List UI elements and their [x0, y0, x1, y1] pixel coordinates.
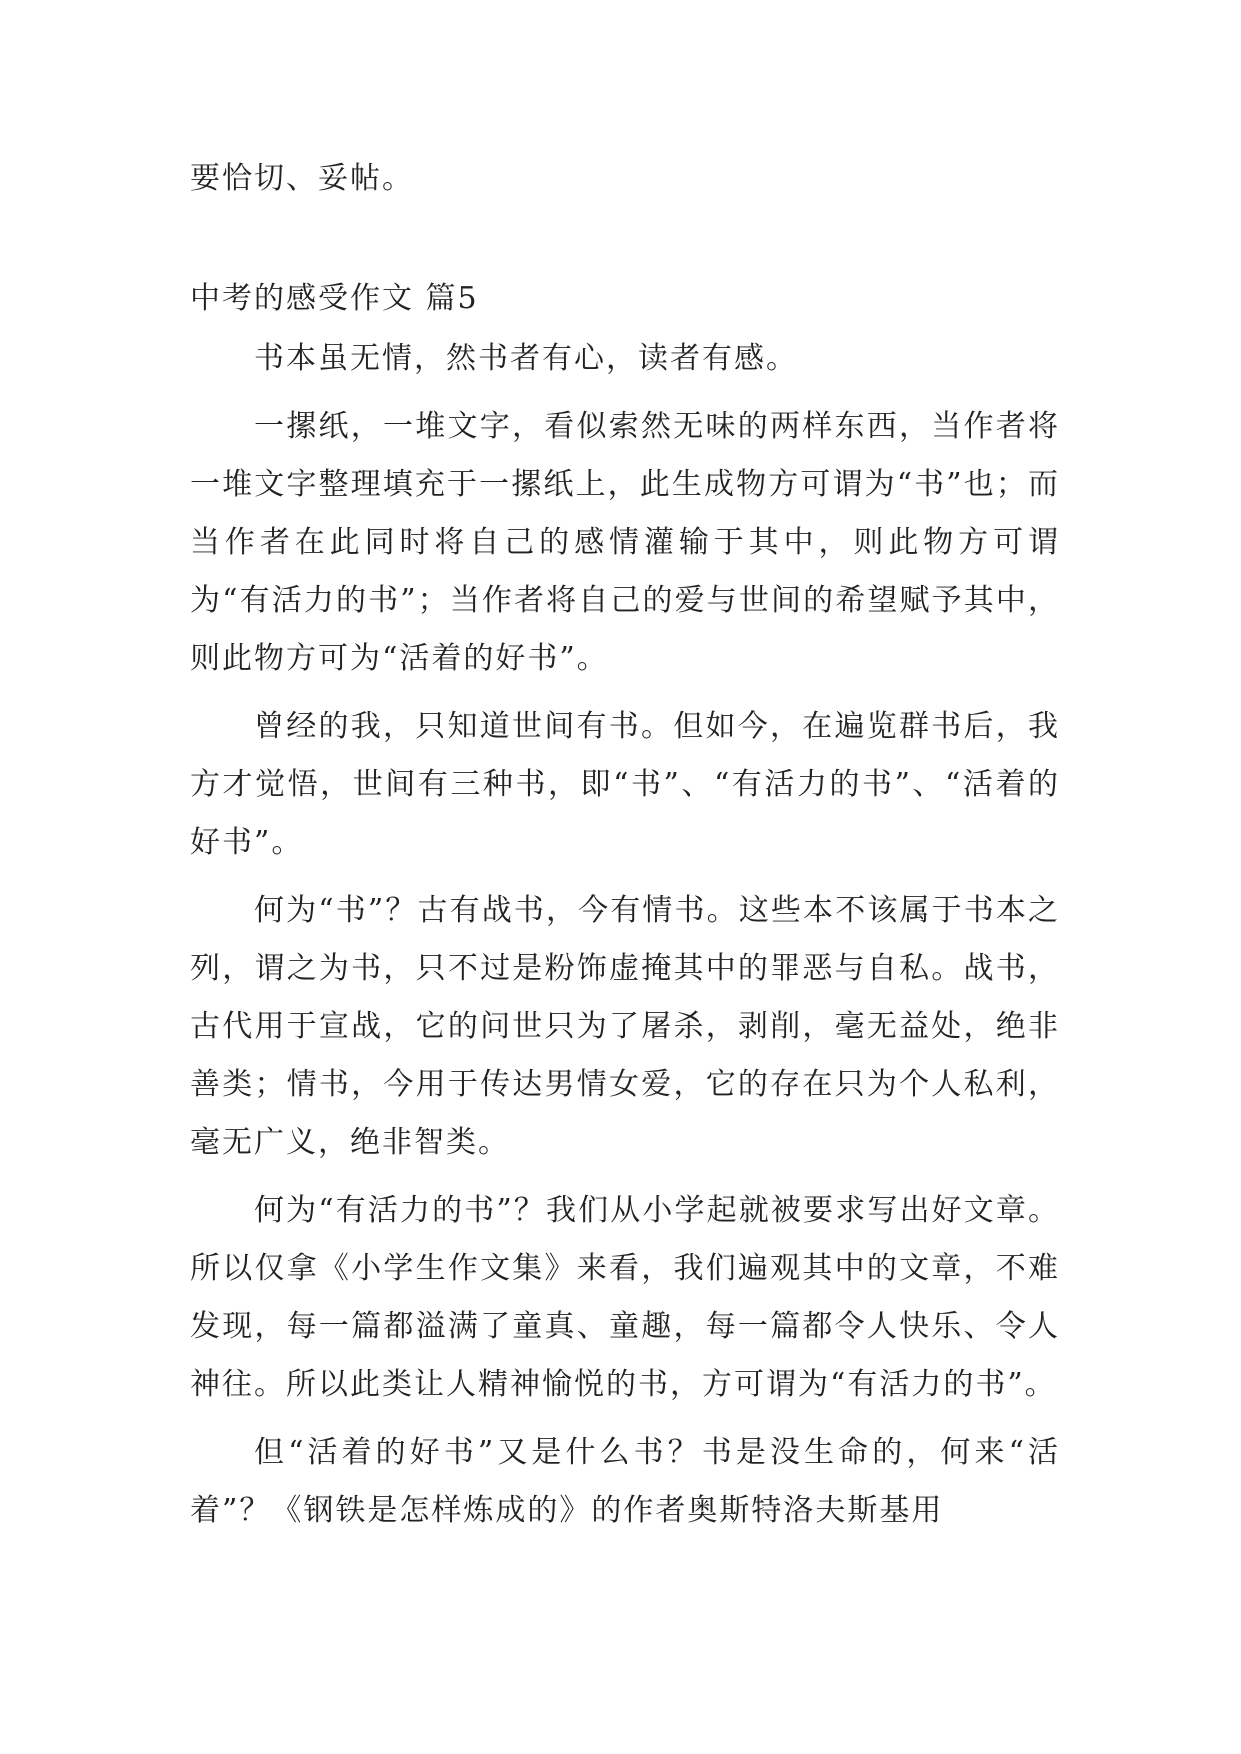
- paragraph: 但“活着的好书”又是什么书？书是没生命的，何来“活着”？《钢铁是怎样炼成的》的作者奥斯特洛夫斯基用: [190, 1435, 1060, 1528]
- paragraph: 何为“有活力的书”？我们从小学起就被要求写出好文章。所以仅拿《小学生作文集》来看，我们遍观其中的文章，不难发现，每一篇都溢满了童真、童趣，每一篇都令人快乐、令人神往。所以此类让人精神愉悦的书，方可谓为“有活力的书”。: [190, 1193, 1060, 1402]
- paragraph: 一摞纸，一堆文字，看似索然无味的两样东西，当作者将一堆文字整理填充于一摞纸上，此生成物方可谓为“书”也；而当作者在此同时将自己的感情灌输于其中，则此物方可谓为“有活力的书”；当作者将自己的爱与世间的希望赋予其中，则此物方可为“活着的好书”。: [190, 409, 1060, 676]
- paragraph: 书本虽无情，然书者有心，读者有感。: [254, 341, 798, 376]
- lead-text: 要恰切、妥帖。: [190, 161, 414, 196]
- paragraph: 曾经的我，只知道世间有书。但如今，在遍览群书后，我方才觉悟，世间有三种书，即“书”、“有活力的书”、“活着的好书”。: [190, 709, 1060, 860]
- essay-heading: 中考的感受作文 篇5: [190, 281, 479, 316]
- essay-body: [190, 330, 1060, 1550]
- paragraph: 何为“书”？古有战书，今有情书。这些本不该属于书本之列，谓之为书，只不过是粉饰虚掩其中的罪恶与自私。战书，古代用于宣战，它的问世只为了屠杀，剥削，毫无益处，绝非善类；情书，今用于传达男情女爱，它的存在只为个人私利，毫无广义，绝非智类。: [190, 893, 1060, 1160]
